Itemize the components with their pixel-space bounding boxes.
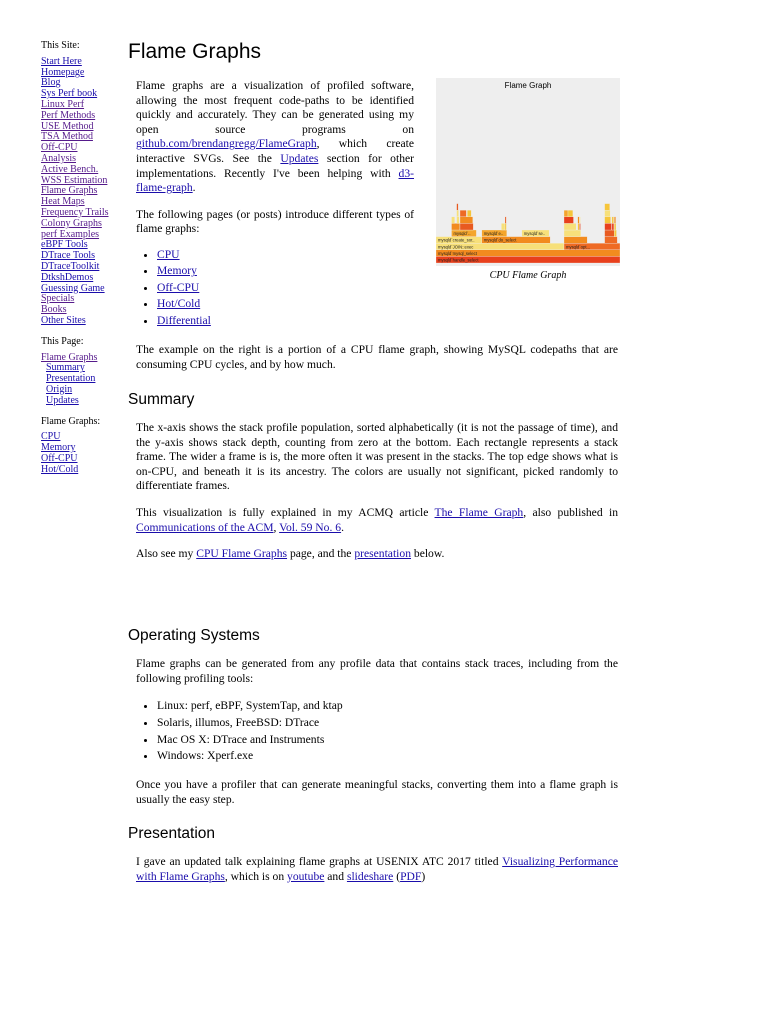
sidebar-link-off-cpu-analysis[interactable]: Off-CPU Analysis	[41, 142, 78, 164]
flame-frame-label: mysqld`JOIN::exec	[438, 244, 474, 250]
flame-frame[interactable]	[614, 217, 616, 224]
sidebar-link-dtkshdemos[interactable]: DtkshDemos	[41, 271, 94, 283]
slideshare-link[interactable]: slideshare	[346, 869, 394, 883]
sidebar-link-tsa-method[interactable]: TSA Method	[41, 131, 93, 143]
sidebar-link-updates[interactable]: Updates	[46, 394, 79, 406]
flame-frame[interactable]	[452, 217, 455, 224]
flame-frame[interactable]	[564, 217, 574, 224]
list-item: • Mac OS X: DTrace and Instruments	[157, 732, 618, 749]
flame-frame[interactable]	[605, 223, 612, 230]
sidebar-link-page-flame-graphs[interactable]: Flame Graphs	[41, 351, 98, 363]
summary-heading: Summary	[128, 391, 195, 408]
summary-text: , also published in	[523, 505, 618, 519]
type-link-off-cpu[interactable]: Off-CPU	[157, 280, 200, 294]
flame-frame[interactable]	[614, 223, 616, 230]
flame-frame[interactable]	[605, 237, 618, 244]
flame-frame[interactable]	[460, 217, 473, 224]
type-link-cpu[interactable]: CPU	[157, 247, 180, 261]
type-link-memory[interactable]: Memory	[157, 264, 197, 278]
cacm-volume-link[interactable]: Vol. 59 No. 6	[279, 520, 342, 534]
os-paragraph-2: Once you have a profiler that can generate meaningful stacks, converting them into a flame graph is usually the easy step.	[136, 778, 618, 806]
profiling-tools-list	[136, 698, 618, 765]
flame-frame[interactable]	[564, 237, 587, 244]
summary-text: .	[341, 520, 344, 534]
flame-frame-label: mysqld`e..	[483, 231, 504, 237]
flame-frame[interactable]	[612, 217, 614, 224]
presentation-text: )	[421, 869, 426, 883]
cacm-link[interactable]: Communications of the ACM	[136, 520, 274, 534]
flame-frame-label: mysqld`create_sor..	[438, 237, 475, 243]
list-item	[157, 313, 414, 330]
flame-graph-types-list	[136, 247, 414, 330]
d3-flame-graph-link[interactable]: d3-flame-graph	[136, 166, 414, 195]
flame-frame[interactable]	[614, 230, 616, 237]
flame-frame[interactable]	[460, 210, 466, 217]
os-paragraph-1: Flame graphs can be generated from any profile data that contains stack traces, including from the following profiling tools:	[136, 657, 618, 685]
list-item: • Linux: perf, eBPF, SystemTap, and ktap	[157, 698, 618, 715]
presentation-text: , which is on	[224, 869, 288, 883]
presentation-link[interactable]: presentation	[354, 547, 411, 561]
flame-frame-label: mysqld`mysql_select	[438, 250, 477, 256]
summary-text: page, and the	[287, 547, 355, 561]
sidebar-fg-heading: Flame Graphs:	[41, 415, 101, 427]
sidebar-link-heat-maps[interactable]: Heat Maps	[41, 196, 85, 208]
summary-text: below.	[411, 547, 445, 561]
flame-frame-label: mysqld`opt...	[566, 244, 590, 250]
sidebar-link-colony-graphs[interactable]: Colony Graphs	[41, 217, 102, 229]
flame-frame[interactable]	[564, 230, 581, 237]
summary-text: Also see my	[136, 547, 197, 561]
flame-frame[interactable]	[578, 217, 580, 224]
flame-frame[interactable]	[505, 223, 506, 230]
list-item	[157, 247, 414, 264]
operating-systems-heading: Operating Systems	[128, 627, 260, 644]
type-link-hot-cold[interactable]: Hot/Cold	[157, 297, 201, 311]
example-paragraph: The example on the right is a portion of a CPU flame graph, showing MySQL codepaths that are consuming CPU cycles, and by how much.	[136, 343, 618, 371]
pages-intro-paragraph: The following pages (or posts) introduce different types of flame graphs:	[136, 207, 414, 236]
flame-frame[interactable]	[580, 217, 581, 224]
list-item	[157, 263, 414, 280]
flame-frame[interactable]	[568, 210, 573, 217]
list-item	[157, 296, 414, 313]
sidebar-link-dtrace-tools[interactable]: DTrace Tools	[41, 250, 96, 262]
sidebar-page-subgroup	[41, 363, 121, 406]
flame-frame[interactable]	[612, 223, 614, 230]
summary-text: ,	[273, 520, 280, 534]
flame-frame[interactable]	[605, 217, 611, 224]
sidebar-link-dtracetoolkit[interactable]: DTraceToolkit	[41, 260, 100, 272]
presentation-text: (	[393, 869, 401, 883]
flame-frame[interactable]	[605, 210, 611, 217]
flame-frame[interactable]	[580, 223, 581, 230]
page-title: Flame Graphs	[128, 40, 262, 63]
presentation-heading: Presentation	[128, 825, 216, 842]
sidebar-page-group	[41, 337, 121, 407]
example-section	[136, 343, 618, 372]
updates-link[interactable]: Updates	[280, 151, 319, 165]
flame-frame[interactable]	[578, 223, 580, 230]
sidebar-link-cpu[interactable]: CPU	[41, 431, 61, 443]
sidebar-link-homepage[interactable]: Homepage	[41, 66, 85, 78]
flame-graph-image[interactable]	[436, 78, 620, 266]
intro-text-1: Flame graphs are a visualization of profiled software, allowing the most frequent code-paths to be identified quickly and accurately. They can be generated using my open source programs on	[136, 79, 414, 136]
sidebar-link-use-method[interactable]: USE Method	[41, 120, 94, 132]
sidebar-fg-group	[41, 417, 121, 476]
intro-text-2: , which create interactive SVGs. See the	[136, 137, 414, 165]
sidebar-link-summary[interactable]: Summary	[46, 362, 85, 374]
type-link-differential[interactable]: Differential	[157, 313, 211, 327]
presentation-text: and	[324, 869, 347, 883]
flame-frame[interactable]	[605, 230, 615, 237]
sidebar-link-specials[interactable]: Specials	[41, 293, 75, 305]
sidebar-link-origin[interactable]: Origin	[46, 383, 73, 395]
list-item: • Windows: Xperf.exe	[157, 748, 618, 765]
flame-frame[interactable]	[460, 223, 473, 230]
operating-systems-section	[136, 657, 618, 807]
intro-section	[136, 79, 414, 329]
sidebar-link-perf-examples[interactable]: perf Examples	[41, 228, 100, 240]
intro-text-3: section for other implementations. Recently I've been helping with	[136, 151, 415, 180]
flame-frame[interactable]	[564, 210, 568, 217]
sidebar-link-sys-perf-book[interactable]: Sys Perf book	[41, 88, 98, 100]
sidebar-link-memory[interactable]: Memory	[41, 442, 76, 454]
flame-graph-svg	[436, 78, 620, 266]
flame-graph-caption: CPU Flame Graph	[489, 270, 567, 281]
sidebar-link-wss-estimation[interactable]: WSS Estimation	[41, 174, 108, 186]
sidebar-link-start-here[interactable]: Start Here	[41, 55, 82, 67]
flame-frame-label: mysqld`handle_select	[438, 257, 479, 263]
sidebar-link-hot-cold[interactable]: Hot/Cold	[41, 463, 79, 475]
flame-frame[interactable]	[467, 210, 471, 217]
summary-paragraph-3	[136, 547, 618, 562]
youtube-link[interactable]: youtube	[287, 869, 325, 883]
sidebar-link-flame-graphs[interactable]: Flame Graphs	[41, 185, 98, 197]
sidebar-link-off-cpu[interactable]: Off-CPU	[41, 452, 78, 464]
flame-frame[interactable]	[505, 217, 506, 224]
pdf-link[interactable]: PDF	[400, 869, 422, 883]
flame-frame[interactable]	[457, 217, 460, 224]
sidebar-link-frequency-trails[interactable]: Frequency Trails	[41, 206, 109, 218]
flame-frame-label: mysqld`se..	[523, 231, 546, 237]
sidebar-link-other-sites[interactable]: Other Sites	[41, 314, 86, 326]
summary-paragraph-1: The x-axis shows the stack profile population, sorted alphabetically (it is not the passage of time), and the y-axis shows stack depth, counting from zero at the bottom. Each rectangle represents a stack frame. The wider a frame is is, the more often it was present in the stacks. The top edge shows what is on-CPU, and beneath it is its ancestry. The colors are usually not significant, picked randomly to differentiate frames.	[136, 421, 618, 493]
sidebar-link-blog[interactable]: Blog	[41, 77, 61, 89]
presentation-text: I gave an updated talk explaining flame graphs at USENIX ATC 2017 titled	[136, 855, 503, 868]
sidebar-link-active-bench[interactable]: Active Bench.	[41, 163, 99, 175]
intro-text-4: .	[192, 181, 196, 195]
sidebar-link-books[interactable]: Books	[41, 304, 67, 316]
sidebar-link-ebpf-tools[interactable]: eBPF Tools	[41, 239, 88, 251]
sidebar-link-guessing-game[interactable]: Guessing Game	[41, 282, 105, 294]
list-item: • Solaris, illumos, FreeBSD: DTrace	[157, 715, 618, 732]
intro-paragraph	[136, 79, 414, 196]
flame-frame[interactable]	[457, 204, 459, 211]
sidebar-page-heading: This Page:	[41, 335, 84, 347]
presentation-paragraph	[136, 855, 618, 884]
list-item	[157, 280, 414, 297]
sidebar-link-perf-methods[interactable]: Perf Methods	[41, 109, 96, 121]
flame-frame-label: mysqld`..	[453, 231, 471, 237]
github-flamegraph-link[interactable]: github.com/brendangregg/FlameGraph	[136, 137, 317, 151]
summary-paragraph-2	[136, 506, 618, 535]
flame-frame-label: mysqld`do_select	[483, 237, 517, 243]
acmq-article-link[interactable]: The Flame Graph	[434, 505, 524, 519]
flame-frame[interactable]	[501, 223, 505, 230]
sidebar-site-heading: This Site:	[41, 40, 80, 51]
summary-section	[136, 421, 618, 562]
flame-frame[interactable]	[457, 210, 459, 217]
sidebar-nav	[41, 41, 121, 485]
sidebar-link-presentation[interactable]: Presentation	[46, 373, 96, 385]
flame-frame[interactable]	[605, 204, 610, 211]
flame-graph-figure	[436, 78, 620, 281]
flame-frame[interactable]	[564, 223, 576, 230]
presentation-section	[136, 855, 618, 884]
flame-graph-title: Flame Graph	[504, 81, 552, 90]
sidebar-site-group	[41, 41, 121, 327]
sidebar-link-linux-perf[interactable]: Linux Perf	[41, 98, 85, 110]
summary-text: This visualization is fully explained in my ACMQ article	[136, 505, 435, 519]
flame-frame[interactable]	[452, 223, 460, 230]
usenix-talk-link[interactable]: Visualizing Performance with Flame Graphs	[136, 855, 618, 883]
cpu-flame-graphs-link[interactable]: CPU Flame Graphs	[196, 547, 288, 561]
